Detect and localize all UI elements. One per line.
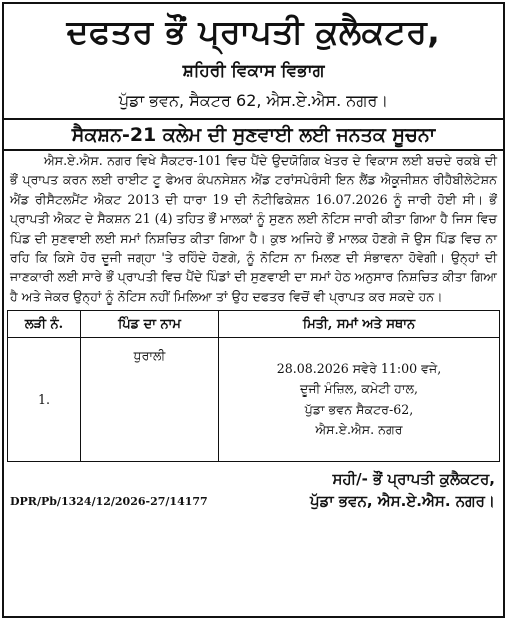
table-row — [8, 338, 500, 462]
column-header-village: ਪਿੰਡ ਦਾ ਨਾਮ — [81, 311, 219, 338]
schedule-building: ਪੁੱਡਾ ਭਵਨ ਸੈਕਟਰ-62, — [304, 401, 414, 417]
office-address: ਪੁੱਡਾ ਭਵਨ, ਸੈਕਟਰ 62, ਐਸ.ਏ.ਐਸ. ਨਗਰ। — [118, 91, 389, 110]
signature-title: ਸਹੀ/- ਭੌਂ ਪ੍ਰਾਪਤੀ ਕੁਲੈਕਟਰ, — [332, 470, 495, 489]
hearing-schedule-table — [7, 310, 500, 462]
notice-body — [4, 151, 503, 306]
village-cell: ਧੁਰਾਲੀ — [81, 338, 219, 462]
signature-address: ਪੁੱਡਾ ਭਵਨ, ਐਸ.ਏ.ਐਸ. ਨਗਰ। — [309, 492, 495, 511]
schedule-floor-hall: ਦੂਜੀ ਮੰਜ਼ਿਲ, ਕਮੇਟੀ ਹਾਲ, — [299, 381, 419, 397]
schedule-city: ਐਸ.ਏ.ਐਸ. ਨਗਰ — [315, 422, 403, 438]
column-header-serial: ਲੜੀ ਨੰ. — [8, 311, 81, 338]
notice-body-text: ਐਸ.ਏ.ਐਸ. ਨਗਰ ਵਿਖੇ ਸੈਕਟਰ-101 ਵਿਚ ਪੈਂਦੇ ਉਦਯੋਗਿਕ ਖੇਤਰ ਦੇ ਵਿਕਾਸ ਲਈ ਬਚਦੇ ਰਕਬੇ ਦੀ ਭੌਂ ਪ੍ਰਾਪਤ ਕਰਨ ਲਈ ਰਾਈਟ ਟੂ ਫੇਅਰ ਕੰਪਨਸੇਸ਼ਨ ਐਂਡ ਟਰਾਂਸਪੇਰੰਸੀ ਇਨ ਲੈਂਡ ਐਕੂਜੀਸ਼ਨ ਰੀਹੈਬੀਲੇਟੇਸ਼ਨ ਐਂਡ ਰੀਸੈਟਲਮੈਂਟ ਐਕਟ 2013 ਦੀ ਧਾਰਾ 19 ਦੀ ਨੋਟੀਫਿਕੇਸ਼ਨ 16.07.2026 ਨੂੰ ਜਾਰੀ ਹੋਈ ਸੀ। ਭੌਂ ਪ੍ਰਾਪਤੀ ਐਕਟ ਦੇ ਸੈਕਸ਼ਨ 21 (4) ਤਹਿਤ ਭੌਂ ਮਾਲਕਾਂ ਨੂੰ ਸੁਣਨ ਲਈ ਨੋਟਿਸ ਜਾਰੀ ਕੀਤਾ ਗਿਆ ਹੈ ਜਿਸ ਵਿਚ ਪਿੰਡ ਦੀ ਸੁਣਵਾਈ ਲਈ ਸਮਾਂ ਨਿਸ਼ਚਿਤ ਕੀਤਾ ਗਿਆ ਹੈ। ਕੁਝ ਅਜਿਹੇ ਭੌਂ ਮਾਲਕ ਹੋਣਗੇ ਜੋ ਉਸ ਪਿੰਡ ਵਿਚ ਨਾ ਰਹਿ ਕਿ ਕਿਸੇ ਹੋਰ ਦੂਜੀ ਜਗ੍ਹਾ 'ਤੇ ਰਹਿੰਦੇ ਹੋਣਗੇ, ਨੂੰ ਨੋਟਿਸ ਨਾ ਮਿਲਣ ਦੀ ਸੰਭਾਵਨਾ ਹੋਵੇਗੀ। ਉਨ੍ਹਾਂ ਦੀ ਜਾਣਕਾਰੀ ਲਈ ਸਾਰੇ ਭੌਂ ਪ੍ਰਾਪਤੀ ਵਿਚ ਪੈਂਦੇ ਪਿੰਡਾਂ ਦੀ ਸੁਣਵਾਈ ਦਾ ਸਮਾਂ ਹੇਠ ਅਨੁਸਾਰ ਨਿਸ਼ਚਿਤ ਕੀਤਾ ਗਿਆ ਹੈ ਅਤੇ ਜੇਕਰ ਉਨ੍ਹਾਂ ਨੂੰ ਨੋਟਿਸ ਨਹੀਂ ਮਿਲਿਆ ਤਾਂ ਉਹ ਦਫਤਰ ਵਿਚੋਂ ਵੀ ਪ੍ਰਾਪਤ ਕਰ ਸਕਦੇ ਹਨ। — [10, 153, 497, 304]
dpr-reference-number: DPR/Pb/1324/12/2026-27/14177 — [10, 495, 208, 509]
notice-footer — [4, 462, 503, 512]
public-notice — [2, 2, 505, 618]
schedule-cell — [219, 338, 500, 462]
office-title: ਦਫਤਰ ਭੌਂ ਪ੍ਰਾਪਤੀ ਕੁਲੈਕਟਰ, — [66, 12, 441, 51]
notice-headline: ਸੈਕਸ਼ਨ-21 ਕਲੇਮ ਦੀ ਸੁਣਵਾਈ ਲਈ ਜਨਤਕ ਸੂਚਨਾ — [71, 124, 436, 146]
department-name: ਸ਼ਹਿਰੀ ਵਿਕਾਸ ਵਿਭਾਗ — [182, 61, 325, 81]
column-header-schedule: ਮਿਤੀ, ਸਮਾਂ ਅਤੇ ਸਥਾਨ — [219, 311, 500, 338]
table-header-row — [8, 311, 500, 338]
schedule-date-time: 28.08.2026 ਸਵੇਰੇ 11:00 ਵਜੇ, — [276, 360, 442, 376]
serial-cell: 1. — [8, 338, 81, 462]
signature-block — [310, 468, 495, 512]
notice-header — [4, 12, 503, 112]
